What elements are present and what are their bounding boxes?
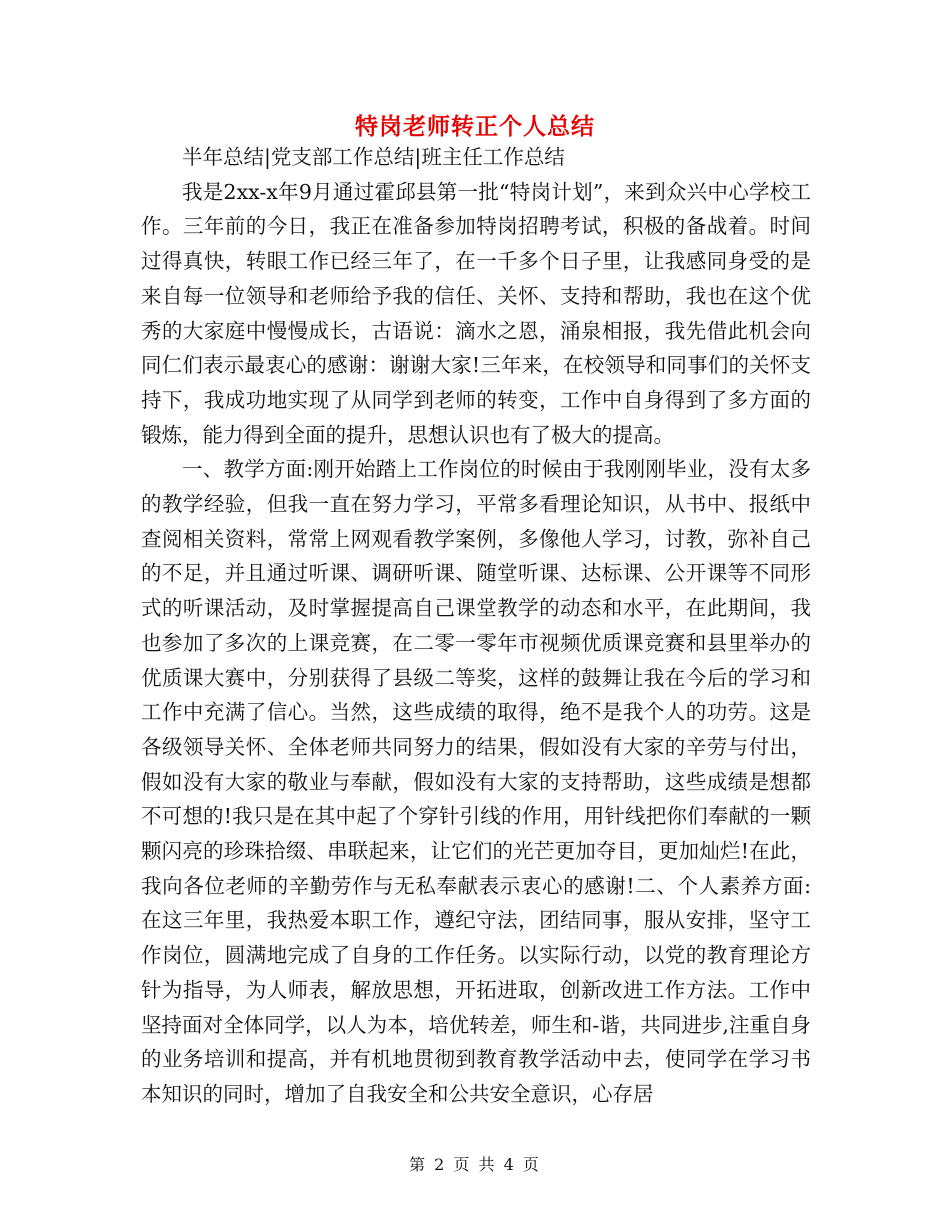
- document-title: 特岗老师转正个人总结: [355, 113, 595, 140]
- category-line: 半年总结|党支部工作总结|班主任工作总结: [182, 145, 565, 169]
- page-footer: 第 2 页 共 4 页: [409, 1155, 541, 1174]
- body-paragraph-intro: 我是2xx-x年9月通过霍邱县第一批“特岗计划”，来到众兴中心学校工作。三年前的今日，我正在准备参加特岗招聘考试，积极的备战着。时间过得真快，转眼工作已经三年了，在一千多个日子里，让我感同身受的是来自每一位领导和老师给予我的信任、关怀、支持和帮助，我也在这个优秀的大家庭中慢慢成长，古语说：滴水之恩，涌泉相报，我先借此机会向同仁们表示最衷心的感谢：谢谢大家!三年来，在校领导和同事们的关怀支持下，我成功地实现了从同学到老师的转变，工作中自身得到了多方面的锻炼，能力得到全面的提升，思想认识也有了极大的提高。: [141, 179, 811, 447]
- document-body: [141, 140, 811, 1112]
- body-paragraph-teaching: 一、教学方面:刚开始踏上工作岗位的时候由于我刚刚毕业，没有太多的教学经验，但我一直在努力学习，平常多看理论知识，从书中、报纸中查阅相关资料，常常上网观看教学案例，多像他人学习，讨教，弥补自己的不足，并且通过听课、调研听课、随堂听课、达标课、公开课等不同形式的听课活动，及时掌握提高自己课堂教学的动态和水平，在此期间，我也参加了多次的上课竞赛，在二零一零年市视频优质课竞赛和县里举办的优质课大赛中，分别获得了县级二等奖，这样的鼓舞让我在今后的学习和工作中充满了信心。当然，这些成绩的取得，绝不是我个人的功劳。这是各级领导关怀、全体老师共同努力的结果，假如没有大家的辛劳与付出，假如没有大家的敬业与奉献，假如没有大家的支持帮助，这些成绩是想都不可想的!我只是在其中起了个穿针引线的作用，用针线把你们奉献的一颗颗闪亮的珍珠拾缀、串联起来，让它们的光芒更加夺目，更加灿烂!在此，我向各位老师的辛勤劳作与无私奉献表示衷心的感谢!二、个人素养方面:在这三年里，我热爱本职工作，遵纪守法，团结同事，服从安排，坚守工作岗位，圆满地完成了自身的工作任务。以实际行动，以党的教育理论方针为指导，为人师表，解放思想，开拓进取，创新改进工作方法。工作中坚持面对全体同学，以人为本，培优转差，师生和-谐，共同进步,注重自身的业务培训和提高，并有机地贯彻到教育教学活动中去，使同学在学习书本知识的同时，增加了自我安全和公共安全意识，心存居: [141, 457, 811, 1106]
